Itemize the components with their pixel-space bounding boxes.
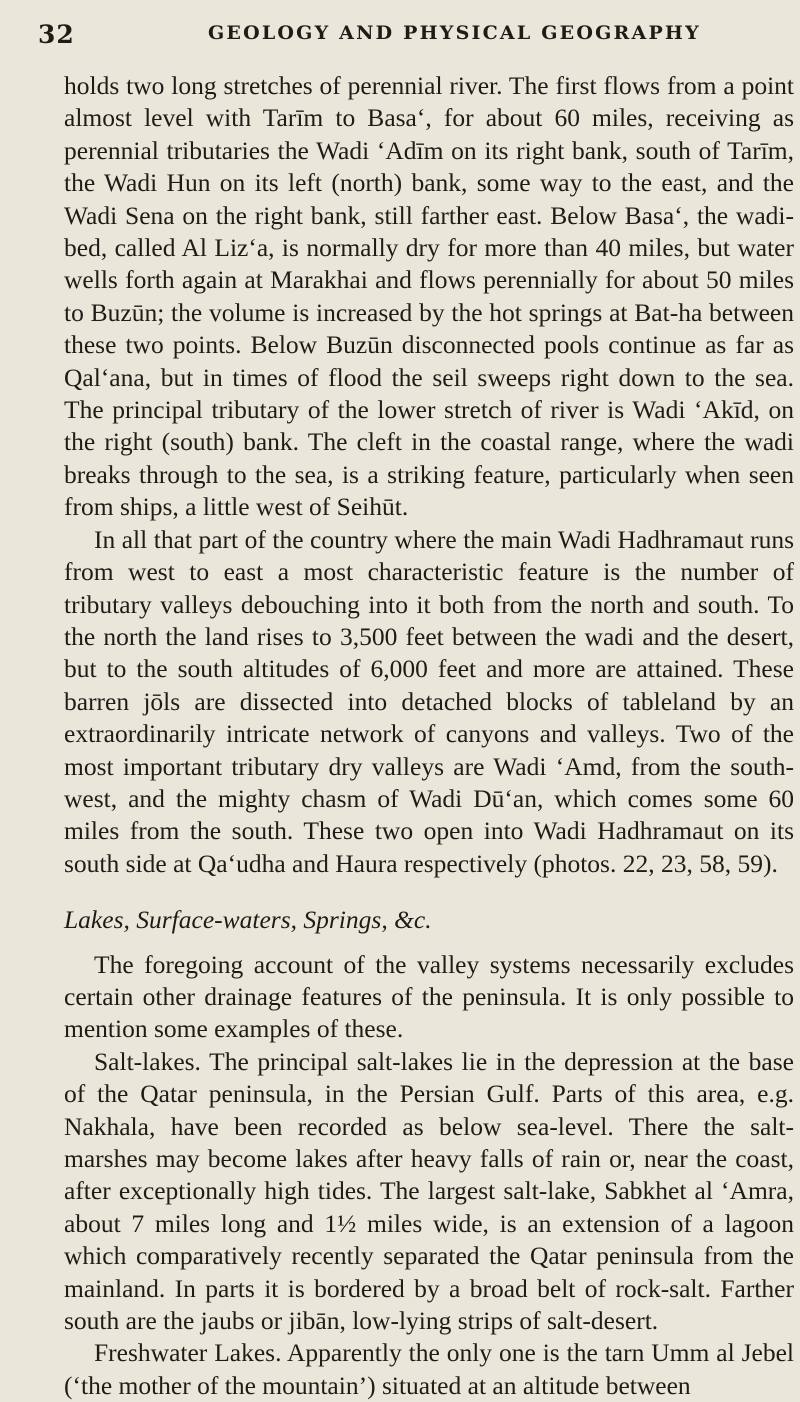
paragraph-perennial-river: holds two long stretches of perennial river. The first flows from a point almost level with Tarīm to Basa‘, for about 60 miles, receiving as perennial tributaries the Wadi ‘Adīm on its right bank, south of Tarīm, the Wadi Hun on its left (north) bank, some way to the east, and the Wadi Sena on the right bank, still farther east. Below Basa‘, the wadi-bed, called Al Liz‘a, is normally dry for more than 40 miles, but water wells forth again at Marakhai and flows perennially for about 50 miles to Buzūn; the volume is increased by the hot springs at Bat-ha between these two points. Below Buzūn disconnected pools continue as far as Qal‘ana, but in times of flood the seil sweeps right down to the sea. The principal tributary of the lower stretch of river is Wadi ‘Akīd, on the right (south) bank. The cleft in the coastal range, where the wadi breaks through to the sea, is a striking feature, particularly when seen from ships, a little west of Seihūt. xyxy=(64,71,794,522)
page-number: 32 xyxy=(38,20,75,49)
body-text xyxy=(64,70,794,1402)
paragraph-tributary-valleys: In all that part of the country where the main Wadi Hadhramaut runs from west to east a most characteristic feature is the number of tributary valleys debouching into it both from the north and south. To the north the land rises to 3,500 feet between the wadi and the desert, but to the south altitudes of 6,000 feet and more are attained. These barren jōls are dissected into detached blocks of tableland by an extraordinarily intricate network of canyons and valleys. Two of the most important tributary dry valleys are Wadi ‘Amd, from the south-west, and the mighty chasm of Wadi Dū‘an, which comes some 60 miles from the south. These two open into Wadi Hadhramaut on its south side at Qa‘udha and Haura respectively (photos. 22, 23, 58, 59). xyxy=(64,524,794,878)
running-head xyxy=(38,20,778,56)
section-heading: Lakes, Surface-waters, Springs, &c. xyxy=(64,905,432,935)
paragraph-drainage-features: The foregoing account of the valley systems necessarily excludes certain other drainage features of the peninsula. It is only possible to mention some examples of these. xyxy=(64,949,794,1044)
paragraph-salt-lakes: Salt-lakes. The principal salt-lakes lie in the depression at the base of the Qatar peninsula, in the Persian Gulf. Parts of this area, e.g. Nakhala, have been recorded as below sea-level. There the salt-marshes may become lakes after heavy falls of rain or, near the coast, after exceptionally high tides. The largest salt-lake, Sabkhet al ‘Amra, about 7 miles long and 1½ miles wide, is an extension of a lagoon which comparatively recently separated the Qatar peninsula from the mainland. In parts it is bordered by a broad belt of rock-salt. Farther south are the jaubs or jibān, low-lying strips of salt-desert. xyxy=(64,1046,794,1336)
running-title: GEOLOGY AND PHYSICAL GEOGRAPHY xyxy=(208,22,701,44)
paragraph-freshwater-lakes: Freshwater Lakes. Apparently the only one is the tarn Umm al Jebel (‘the mother of the mountain’) situated at an altitude between xyxy=(64,1338,794,1400)
